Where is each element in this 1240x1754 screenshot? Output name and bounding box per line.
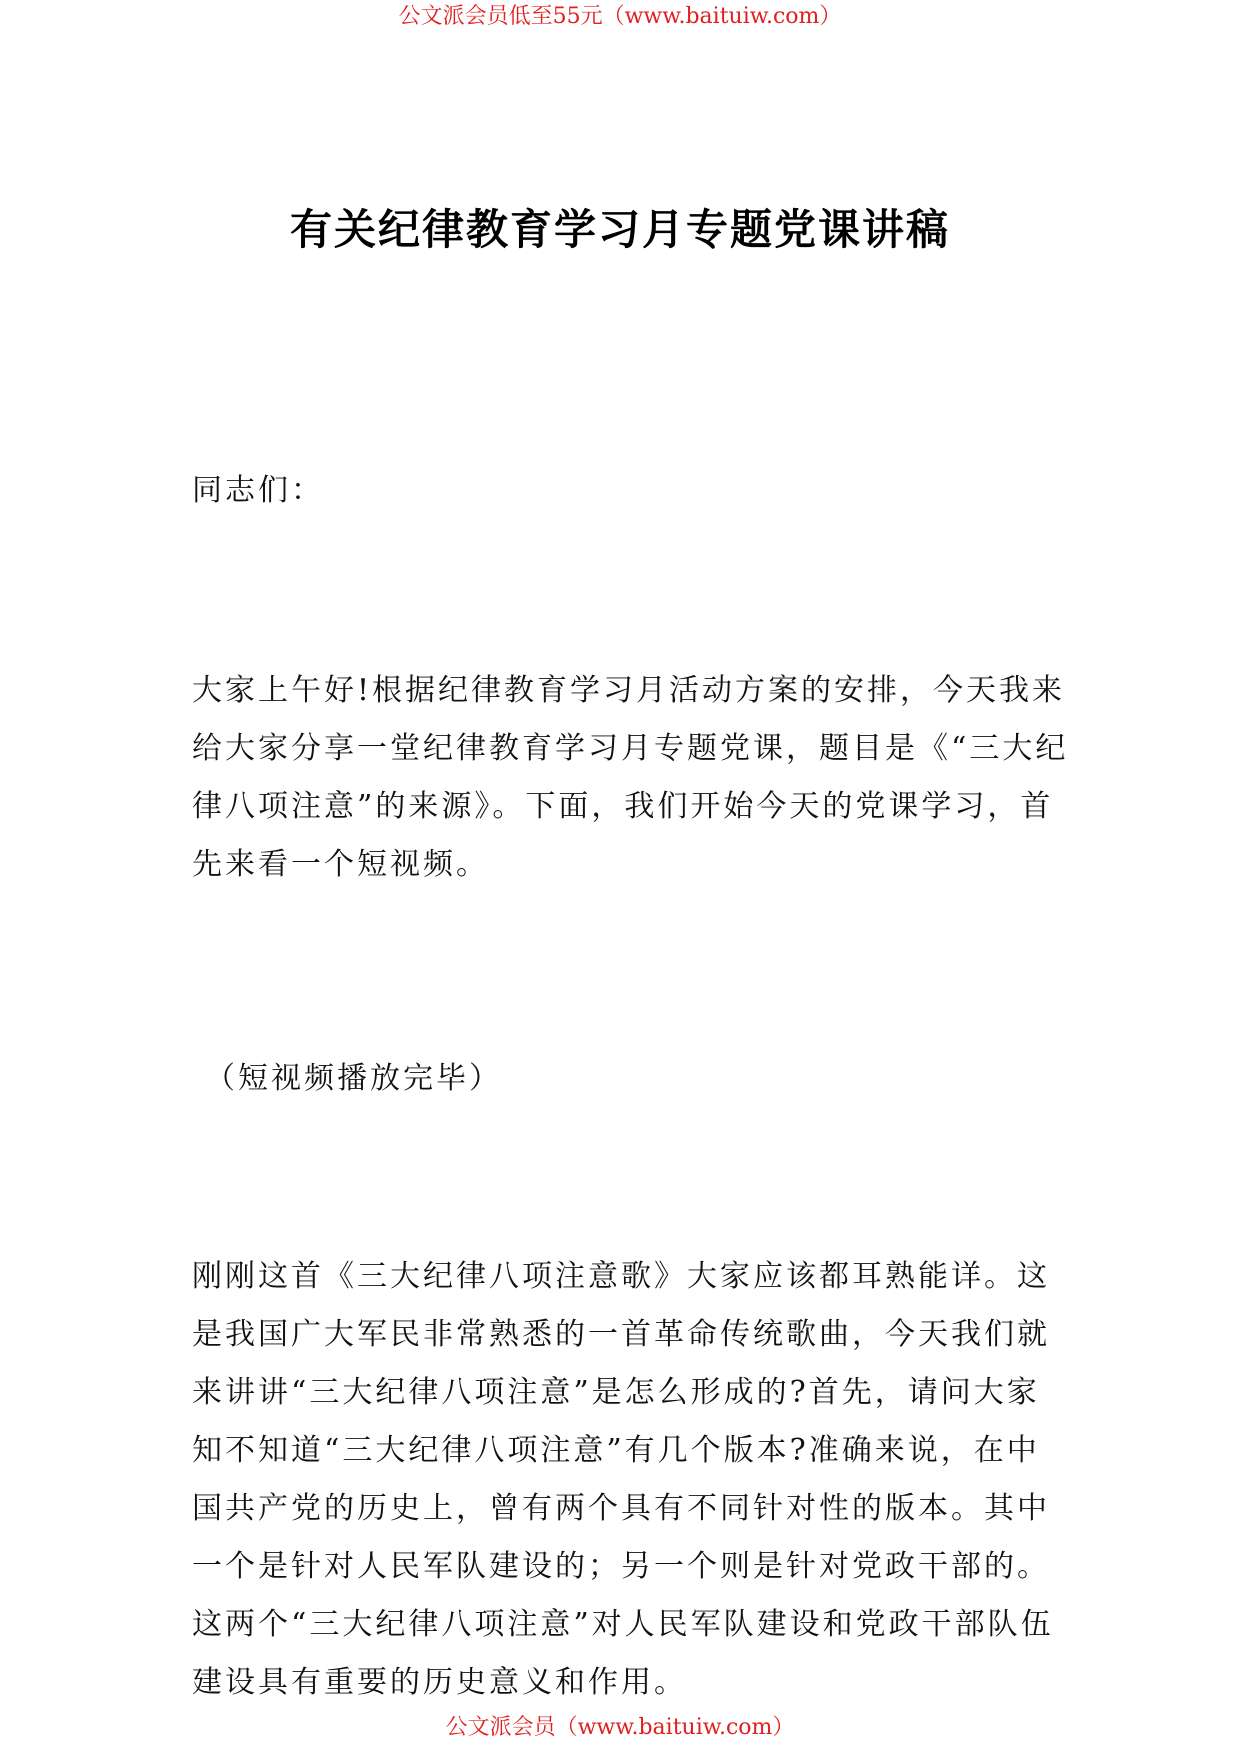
salutation: 同志们： — [192, 473, 324, 508]
header-promo-banner: 公文派会员低至55元（www.baituiw.com） — [398, 4, 842, 29]
footer-promo-banner: 公文派会员（www.baituiw.com） — [445, 1715, 795, 1740]
paragraph-intro: 大家上午好!根据纪律教育学习月活动方案的安排，今天我来给大家分享一堂纪律教育学习月专题党课，题目是《“三大纪律八项注意”的来源》。下面，我们开始今天的党课学习，首先来看一个短视频。 — [192, 673, 1069, 882]
paragraph-body: 刚刚这首《三大纪律八项注意歌》大家应该都耳熟能详。这是我国广大军民非常熟悉的一首革命传统歌曲，今天我们就来讲讲“三大纪律八项注意”是怎么形成的?首先，请问大家知不知道“三大纪律八项注意”有几个版本?准确来说，在中国共产党的历史上，曾有两个具有不同针对性的版本。其中一个是针对人民军队建设的；另一个则是针对党政干部的。这两个“三大纪律八项注意”对人民军队建设和党政干部队伍建设具有重要的历史意义和作用。 — [192, 1259, 1054, 1700]
document-title: 有关纪律教育学习月专题党课讲稿 — [289, 205, 950, 254]
stage-direction: （短视频播放完毕） — [205, 1061, 502, 1096]
